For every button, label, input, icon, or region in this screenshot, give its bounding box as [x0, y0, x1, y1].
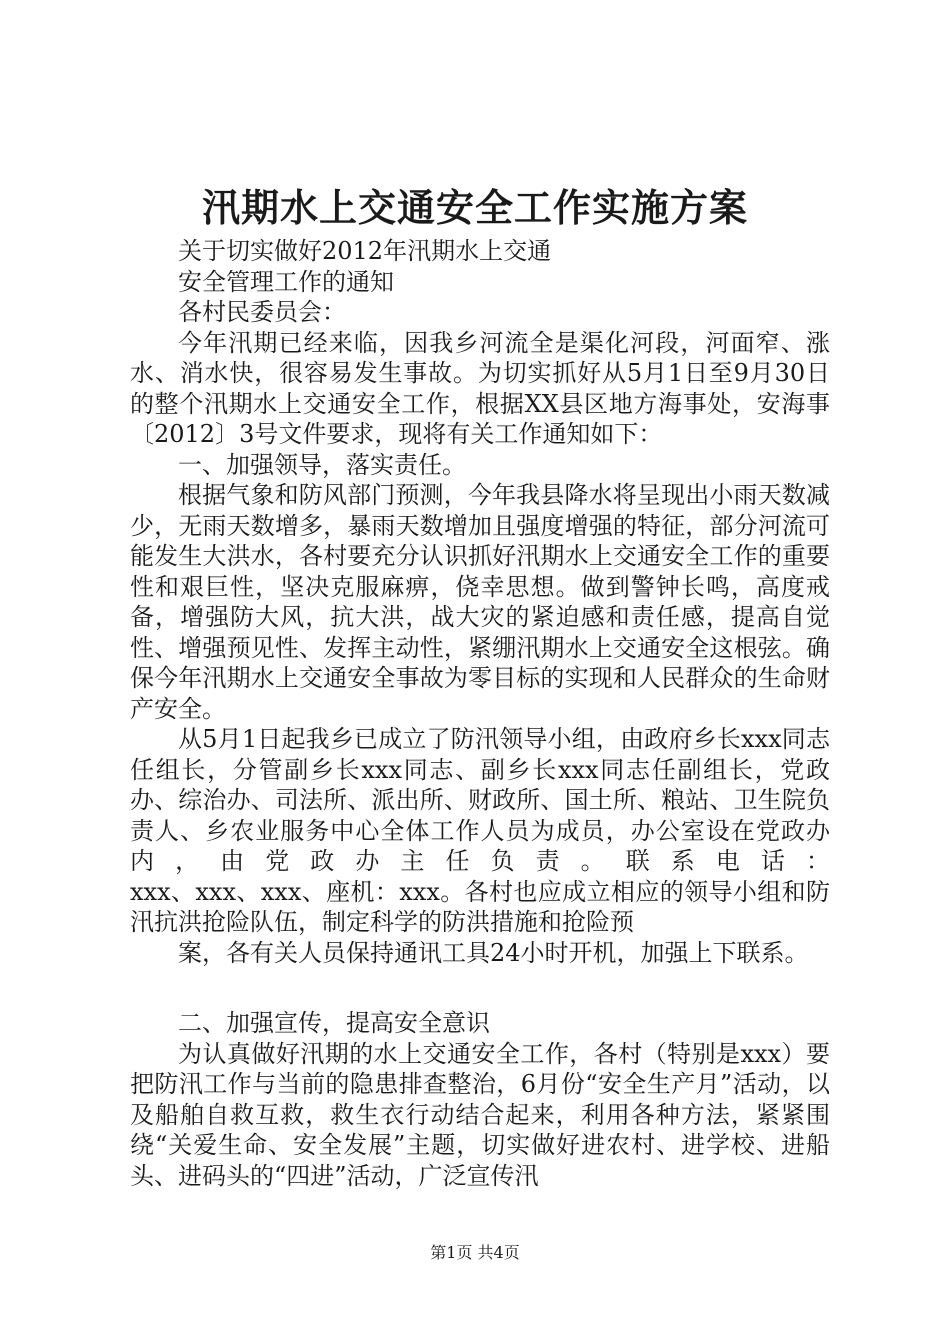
section-heading-2: 二、加强宣传，提高安全意识: [178, 1009, 490, 1037]
page-footer: 第1页 共4页: [430, 1243, 520, 1262]
paragraph-notice-title-line2: 安全管理工作的通知: [178, 267, 394, 296]
document-title: 汛期水上交通安全工作实施方案: [201, 185, 748, 230]
paragraph-intro: 今年汛期已经来临，因我乡河流全是渠化河段，河面窄、涨水、消水快，很容易发生事故。为切实抓好从5月1日至9月30日的整个汛期水上交通安全工作，根据XX县区地方海事处，安海事〔2012〕3号文件要求，现将有关工作通知如下：: [130, 328, 830, 448]
paragraph-addressee: 各村民委员会：: [178, 298, 346, 326]
paragraph-leadership-group-cont: xxx、xxx、xxx、座机：xxx。各村也应成立相应的领导小组和防汛抗洪抢险队伍，制定科学的防洪措施和抢险预: [130, 877, 830, 936]
paragraph-forecast: 根据气象和防风部门预测，今年我县降水将呈现出小雨天数减少，无雨天数增多，暴雨天数增加且强度增强的特征，部分河流可能发生大洪水，各村要充分认识抓好汛期水上交通安全工作的重要性和艰巨性，坚决克服麻痹，侥幸思想。做到警钟长鸣，高度戒备，增强防大风，抗大洪，战大灾的紧迫感和责任感，提高自觉性、增强预见性、发挥主动性，紧绷汛期水上交通安全这根弦。确保今年汛期水上交通安全事故为零目标的实现和人民群众的生命财产安全。: [130, 481, 830, 723]
paragraph-gap: [130, 968, 830, 1008]
paragraph-notice-title-line1: 关于切实做好2012年汛期水上交通: [178, 237, 552, 265]
paragraph-contact: 案，各有关人员保持通讯工具24小时开机，加强上下联系。: [178, 938, 809, 967]
paragraph-publicity: 为认真做好汛期的水上交通安全工作，各村（特别是xxx）要把防汛工作与当前的隐患排查整治，6月份“安全生产月”活动，以及船舶自救互救，救生衣行动结合起来，利用各种方法，紧紧围绕“关爱生命、安全发展”主题，切实做好进农村、进学校、进船头、进码头的“四进”活动，广泛宣传汛: [130, 1039, 830, 1190]
document-body: [130, 236, 830, 1191]
section-heading-1: 一、加强领导，落实责任。: [178, 450, 466, 479]
paragraph-leadership-group: 从5月1日起我乡已成立了防汛领导小组，由政府乡长xxx同志任组长，分管副乡长xxx同志、副乡长xxx同志任副组长，党政办、综治办、司法所、派出所、财政所、国土所、粮站、卫生院负责人、乡农业服务中心全体工作人员为成员，办公室设在党政办内，由党政办主任负责。联系电话：: [130, 725, 830, 875]
